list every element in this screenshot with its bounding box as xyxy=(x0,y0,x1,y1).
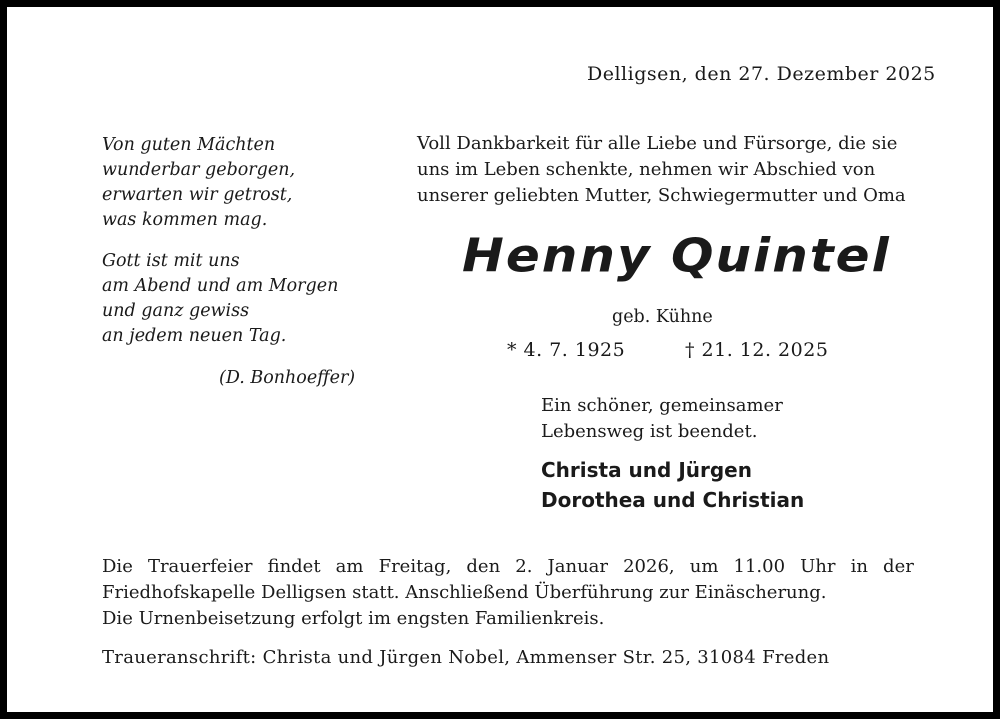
service-word: Trauerfeier xyxy=(147,556,253,577)
poem-line: wunderbar geborgen, xyxy=(102,160,296,180)
service-word: 2. xyxy=(515,556,533,577)
intro-line: Voll Dankbarkeit für alle Liebe und Fürsorge, die sie xyxy=(417,133,898,154)
poem-stanza-1 xyxy=(102,133,295,233)
poem-line: erwarten wir getrost, xyxy=(102,185,293,205)
service-word: Freitag, xyxy=(378,556,452,577)
poem-line: am Abend und am Morgen xyxy=(102,276,339,296)
mourners xyxy=(541,455,804,515)
mourner-name: Dorothea und Christian xyxy=(541,488,805,512)
intro-text xyxy=(417,131,906,209)
poem-stanza-2 xyxy=(102,249,338,349)
service-word: findet xyxy=(267,556,321,577)
service-word: Januar xyxy=(547,556,609,577)
poem-line: und ganz gewiss xyxy=(102,301,250,321)
place-date: Delligsen, den 27. Dezember 2025 xyxy=(587,63,936,85)
poem-line: an jedem neuen Tag. xyxy=(102,326,287,346)
service-word: am xyxy=(335,556,364,577)
service-info xyxy=(102,554,914,632)
poem-attribution: (D. Bonhoeffer) xyxy=(219,368,356,388)
service-word: 11.00 xyxy=(733,556,786,577)
service-word: Die xyxy=(102,556,133,577)
mourner-name: Christa und Jürgen xyxy=(541,458,752,482)
service-word: 2026, xyxy=(623,556,675,577)
service-line-2: Friedhofskapelle Delligsen statt. Anschließend Überführung zur Einäscherung. xyxy=(102,582,827,603)
service-word: in xyxy=(850,556,868,577)
death-date: † 21. 12. 2025 xyxy=(685,339,829,361)
service-line-3: Die Urnenbeisetzung erfolgt im engsten Familienkreis. xyxy=(102,608,605,629)
poem-line: was kommen mag. xyxy=(102,210,268,230)
poem-line: Von guten Mächten xyxy=(102,135,276,155)
mourning-address: Traueranschrift: Christa und Jürgen Nobel, Ammenser Str. 25, 31084 Freden xyxy=(102,647,830,668)
closing-text xyxy=(541,393,783,445)
service-word: den xyxy=(466,556,501,577)
service-line-1 xyxy=(102,554,914,580)
birth-date: * 4. 7. 1925 xyxy=(507,339,626,361)
intro-line: uns im Leben schenkte, nehmen wir Abschied von xyxy=(417,159,876,180)
service-word: Uhr xyxy=(800,556,836,577)
deceased-name: Henny Quintel xyxy=(462,229,891,283)
intro-line: unserer geliebten Mutter, Schwiegermutter und Oma xyxy=(417,185,906,206)
service-word: um xyxy=(689,556,719,577)
service-word: der xyxy=(883,556,914,577)
closing-line: Lebensweg ist beendet. xyxy=(541,421,758,442)
poem-line: Gott ist mit uns xyxy=(102,251,240,271)
maiden-name: geb. Kühne xyxy=(612,307,713,327)
closing-line: Ein schöner, gemeinsamer xyxy=(541,395,783,416)
